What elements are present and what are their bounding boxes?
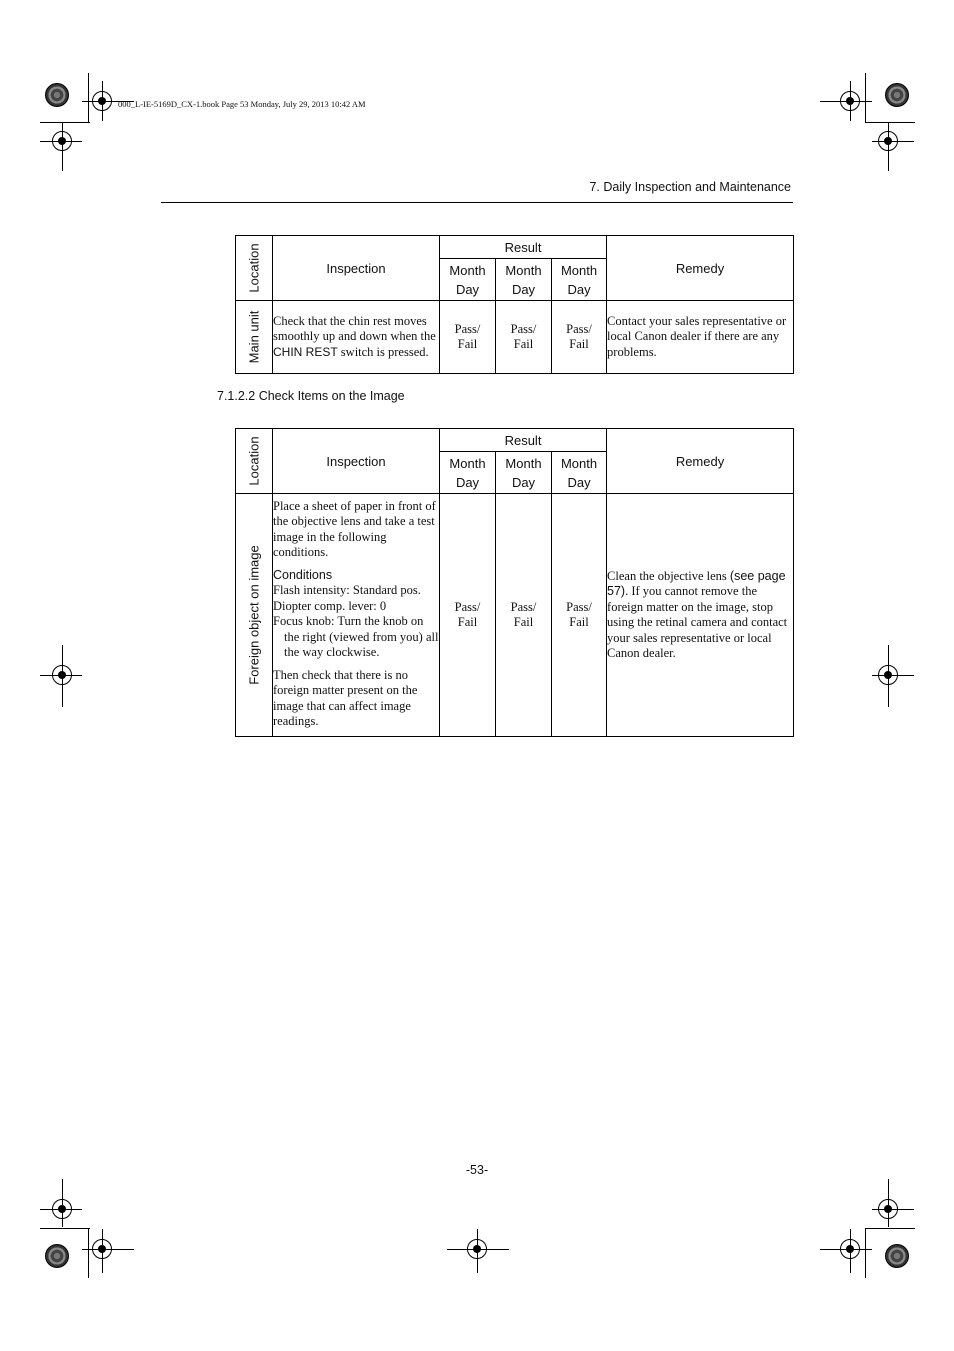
registration-disc-icon — [45, 1244, 69, 1268]
month-day-header: Month Day — [552, 452, 607, 494]
remedy-cell: Contact your sales representative or local Canon dealer if there are any problems. — [607, 301, 794, 374]
location-header: Location — [236, 236, 273, 301]
remedy-header: Remedy — [607, 429, 794, 494]
chapter-title: 7. Daily Inspection and Maintenance — [589, 180, 791, 194]
month-day-header: Month Day — [440, 452, 496, 494]
pass-fail-cell: Pass/ Fail — [440, 494, 496, 737]
month-day-header: Month Day — [496, 452, 552, 494]
location-cell: Foreign object on image — [236, 494, 273, 737]
remedy-cell: Clean the objective lens (see page 57). If you cannot remove the foreign matter on the image, stop using the retinal camera and contact your sales representative or local Canon dealer. — [607, 494, 794, 737]
pass-fail-cell: Pass/ Fail — [552, 494, 607, 737]
registration-disc-icon — [885, 1244, 909, 1268]
result-header: Result — [440, 236, 607, 259]
result-header: Result — [440, 429, 607, 452]
header-rule — [161, 202, 793, 203]
remedy-header: Remedy — [607, 236, 794, 301]
month-day-header: Month Day — [496, 259, 552, 301]
page-reference-link[interactable]: (see page 57) — [607, 568, 786, 598]
book-file-line: 000_L-IE-5169D_CX-1.book Page 53 Monday, July 29, 2013 10:42 AM — [118, 99, 366, 109]
registration-disc-icon — [45, 83, 69, 107]
inspection-cell: Place a sheet of paper in front of the objective lens and take a test image in the following conditions. Conditions Flash intensity: Standard pos. Diopter comp. lever: 0 Focus knob: Turn the knob on the right (viewed from you) all the way clockwise. Then check that there is no foreign matter present on the image that can affect image readings. — [273, 494, 440, 737]
location-cell: Main unit — [236, 301, 273, 374]
pass-fail-cell: Pass/ Fail — [440, 301, 496, 374]
pass-fail-cell: Pass/ Fail — [496, 494, 552, 737]
inspection-table-main-unit — [235, 235, 794, 374]
inspection-header: Inspection — [273, 236, 440, 301]
location-header: Location — [236, 429, 273, 494]
month-day-header: Month Day — [440, 259, 496, 301]
pass-fail-cell: Pass/ Fail — [552, 301, 607, 374]
inspection-cell: Check that the chin rest moves smoothly up and down when the CHIN REST switch is pressed. — [273, 301, 440, 374]
section-title: 7.1.2.2 Check Items on the Image — [217, 389, 405, 403]
pass-fail-cell: Pass/ Fail — [496, 301, 552, 374]
inspection-header: Inspection — [273, 429, 440, 494]
month-day-header: Month Day — [552, 259, 607, 301]
registration-disc-icon — [885, 83, 909, 107]
inspection-table-image — [235, 428, 794, 737]
page-number: -53- — [465, 1163, 489, 1177]
